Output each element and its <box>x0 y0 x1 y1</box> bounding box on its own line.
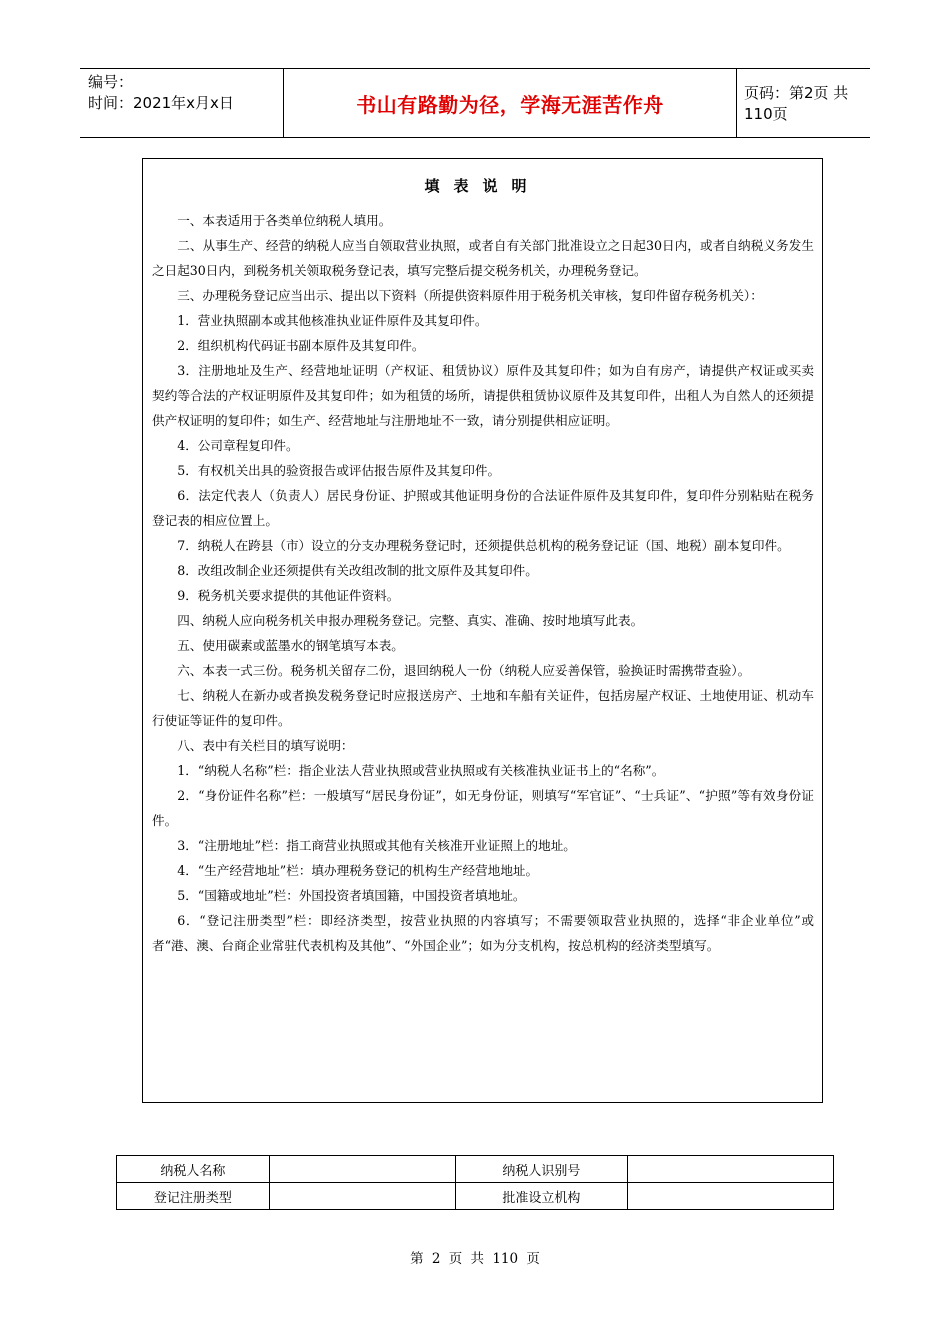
instruction-paragraph: 五、使用碳素或蓝墨水的钢笔填写本表。 <box>177 638 404 653</box>
header-meta <box>88 72 284 114</box>
approving-authority-field[interactable] <box>628 1183 834 1210</box>
instruction-paragraph: 六、本表一式三份。税务机关留存二份，退回纳税人一份（纳税人应妥善保管，验换证时需携带查验）。 <box>177 663 751 678</box>
instruction-paragraph: 3．注册地址及生产、经营地址证明（产权证、租赁协议）原件及其复印件；如为自有房产，请提供产权证或买卖契约等合法的产权证明原件及其复印件；如为租赁的场所，请提供租赁协议原件及其复印件，出租人为自然人的还须提供产权证明的复印件；如生产、经营地址与注册地址不一致，请分别提供相应证明。 <box>152 363 814 428</box>
instruction-paragraph: 4．“生产经营地址”栏：填办理税务登记的机构生产经营地地址。 <box>177 863 539 878</box>
table-row <box>117 1156 834 1183</box>
instruction-paragraph: 四、纳税人应向税务机关申报办理税务登记。完整、真实、准确、按时地填写此表。 <box>177 613 644 628</box>
page-footer: 第 2 页 共 110 页 <box>410 1251 540 1267</box>
document-number-label: 编号： <box>88 73 134 91</box>
header-motto: 书山有路勤为径，学海无涯苦作舟 <box>356 92 664 117</box>
instruction-paragraph: 2．组织机构代码证书副本原件及其复印件。 <box>177 338 425 353</box>
header-divider <box>736 69 737 137</box>
instruction-paragraph: 4．公司章程复印件。 <box>177 438 299 453</box>
instruction-paragraph: 8．改组改制企业还须提供有关改组改制的批文原件及其复印件。 <box>177 563 538 578</box>
instruction-paragraph: 三、办理税务登记应当出示、提出以下资料（所提供资料原件用于税务机关审核，复印件留存税务机关）： <box>177 288 763 303</box>
instruction-paragraph: 八、表中有关栏目的填写说明： <box>177 738 354 753</box>
approving-authority-label: 批准设立机构 <box>455 1183 628 1210</box>
instruction-paragraph: 9．税务机关要求提供的其他证件资料。 <box>177 588 400 603</box>
instruction-paragraph: 1．营业执照副本或其他核准执业证件原件及其复印件。 <box>177 313 488 328</box>
instruction-paragraph: 一、本表适用于各类单位纳税人填用。 <box>177 213 392 228</box>
instructions-box <box>142 158 823 1103</box>
document-time-label: 时间：2021年x月x日 <box>88 94 234 112</box>
taxpayer-id-label: 纳税人识别号 <box>455 1156 628 1183</box>
instruction-paragraph: 5．“国籍或地址”栏：外国投资者填国籍，中国投资者填地址。 <box>177 888 526 903</box>
header-page-code: 页码：第2页 共110页 <box>744 84 849 123</box>
taxpayer-form-table <box>116 1155 834 1210</box>
registration-type-label: 登记注册类型 <box>117 1183 270 1210</box>
instruction-paragraph: 二、从事生产、经营的纳税人应当自领取营业执照，或者自有关部门批准设立之日起30日内，或者自纳税义务发生之日起30日内，到税务机关领取税务登记表，填写完整后提交税务机关，办理税务登记。 <box>152 238 814 278</box>
taxpayer-id-field[interactable] <box>628 1156 834 1183</box>
instruction-paragraph: 七、纳税人在新办或者换发税务登记时应报送房产、土地和车船有关证件，包括房屋产权证、土地使用证、机动车行使证等证件的复印件。 <box>152 688 814 728</box>
instructions-body <box>152 208 814 958</box>
instruction-paragraph: 1．“纳税人名称”栏：指企业法人营业执照或营业执照或有关核准执业证书上的“名称”。 <box>177 763 665 778</box>
instruction-paragraph: 7．纳税人在跨县（市）设立的分支办理税务登记时，还须提供总机构的税务登记证（国、地税）副本复印件。 <box>177 538 790 553</box>
table-row <box>117 1183 834 1210</box>
page-header <box>80 68 870 138</box>
instructions-title: 填表说明 <box>424 177 541 195</box>
registration-type-field[interactable] <box>269 1183 455 1210</box>
instruction-paragraph: 6．法定代表人（负责人）居民身份证、护照或其他证明身份的合法证件原件及其复印件，复印件分别粘贴在税务登记表的相应位置上。 <box>152 488 814 528</box>
taxpayer-name-field[interactable] <box>269 1156 455 1183</box>
taxpayer-name-label: 纳税人名称 <box>117 1156 270 1183</box>
instruction-paragraph: 5．有权机关出具的验资报告或评估报告原件及其复印件。 <box>177 463 501 478</box>
instruction-paragraph: 2．“身份证件名称”栏：一般填写“居民身份证”，如无身份证，则填写“军官证”、“士兵证”、“护照”等有效身份证件。 <box>152 788 814 828</box>
instruction-paragraph: 3．“注册地址”栏：指工商营业执照或其他有关核准开业证照上的地址。 <box>177 838 576 853</box>
instruction-paragraph: 6．“登记注册类型”栏：即经济类型，按营业执照的内容填写；不需要领取营业执照的，选择“非企业单位”或者“港、澳、台商企业常驻代表机构及其他”、“外国企业”；如为分支机构，按总机构的经济类型填写。 <box>152 913 814 953</box>
